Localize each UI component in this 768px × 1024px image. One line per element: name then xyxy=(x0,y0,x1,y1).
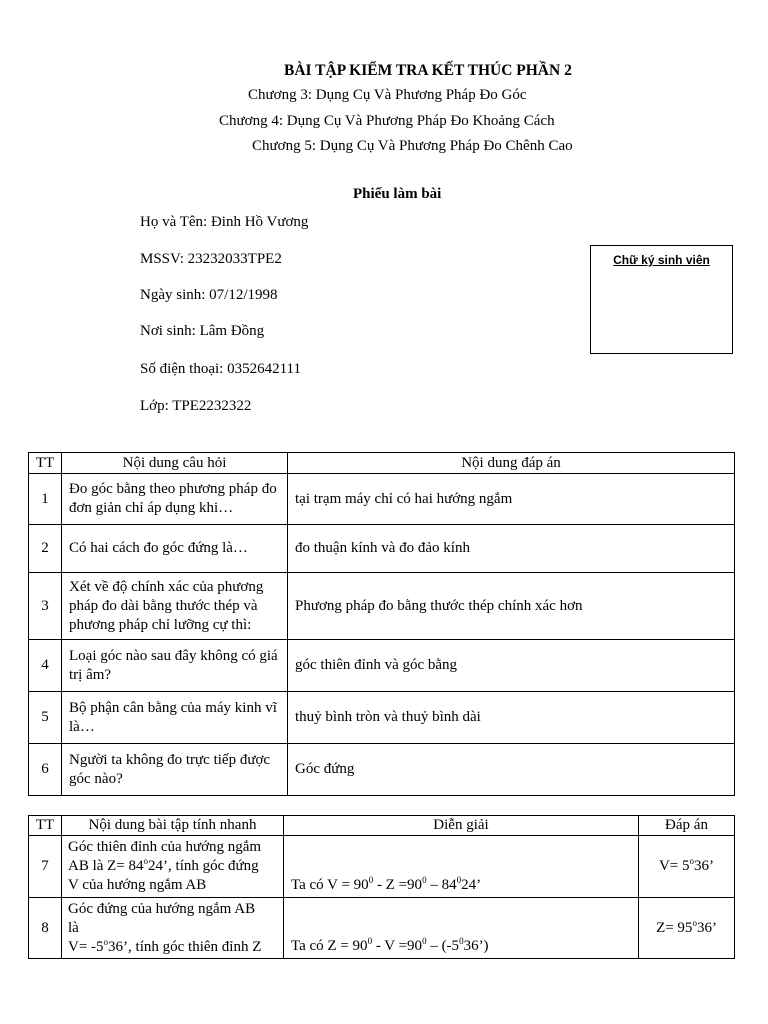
answer-cell: Phương pháp đo bằng thước thép chính xác hơn xyxy=(288,573,735,640)
explanation-text: 24’ xyxy=(461,877,482,893)
result-text: Z= 95 xyxy=(656,919,693,936)
degree-mark: o xyxy=(143,856,149,866)
question-cell: Loại góc nào sau đây không có giá trị âm? xyxy=(62,640,288,692)
answer-cell: góc thiên đỉnh và góc bằng xyxy=(288,640,735,692)
result-text: 36’ xyxy=(694,858,715,874)
row-number: 1 xyxy=(29,474,62,525)
table-header-row xyxy=(29,453,735,474)
answer-cell: thuỷ bình tròn và thuỷ bình dài xyxy=(288,692,735,744)
header-question: Nội dung câu hỏi xyxy=(62,453,288,474)
row-number: 8 xyxy=(29,898,62,959)
student-dob: Ngày sinh: 07/12/1998 xyxy=(140,287,278,303)
calculation-table xyxy=(28,815,735,959)
row-number: 7 xyxy=(29,836,62,898)
exercise-line: Góc đứng của hướng ngắm AB xyxy=(68,900,256,917)
answer-cell: Góc đứng xyxy=(288,744,735,796)
student-id: MSSV: 23232033TPE2 xyxy=(140,251,282,267)
exercise-text: 24’, tính góc đứng xyxy=(148,858,259,874)
table-row xyxy=(29,573,735,640)
header-explanation: Diễn giải xyxy=(284,816,639,836)
chapter-4-line: Chương 4: Dụng Cụ Và Phương Pháp Đo Khoảng Cách xyxy=(219,113,555,129)
explanation-text: - V =90 xyxy=(372,938,423,954)
header-result: Đáp án xyxy=(639,816,735,836)
explanation-cell xyxy=(284,836,639,898)
exercise-cell xyxy=(62,898,284,959)
degree-mark: 0 xyxy=(367,936,373,946)
exercise-text: AB là Z= 84 xyxy=(68,858,144,874)
row-number: 6 xyxy=(29,744,62,796)
table-row xyxy=(29,474,735,525)
answer-cell: tại trạm máy chỉ có hai hướng ngắm xyxy=(288,474,735,525)
question-cell: Xét về độ chính xác của phương pháp đo dài bằng thước thép và phương pháp chỉ lưỡng cự thì: xyxy=(62,573,288,640)
result-cell xyxy=(639,836,735,898)
question-cell: Đo góc bằng theo phương pháp đo đơn giản chỉ áp dụng khi… xyxy=(62,474,288,525)
row-number: 3 xyxy=(29,573,62,640)
degree-mark: 0 xyxy=(422,936,427,946)
result-text: 36’ xyxy=(696,919,717,936)
questions-table xyxy=(28,452,735,796)
degree-mark: 0 xyxy=(459,936,464,946)
signature-label: Chữ ký sinh viên xyxy=(613,253,710,267)
table-row xyxy=(29,640,735,692)
header-answer: Nội dung đáp án xyxy=(288,453,735,474)
header-exercise: Nội dung bài tập tính nhanh xyxy=(62,816,284,836)
table-row xyxy=(29,525,735,573)
student-birthplace: Nơi sinh: Lâm Đồng xyxy=(140,323,265,339)
explanation-text: – 84 xyxy=(426,877,457,893)
question-cell: Có hai cách đo góc đứng là… xyxy=(62,525,288,573)
explanation-text: – (-5 xyxy=(426,938,460,954)
table-row xyxy=(29,692,735,744)
student-name: Họ và Tên: Đinh Hồ Vương xyxy=(140,214,309,230)
degree-mark: o xyxy=(692,917,697,928)
header-tt: TT xyxy=(29,453,62,474)
degree-mark: 0 xyxy=(368,875,374,885)
table-header-row xyxy=(29,816,735,836)
question-cell: Người ta không đo trực tiếp được góc nào? xyxy=(62,744,288,796)
answer-cell: đo thuận kính và đo đảo kính xyxy=(288,525,735,573)
row-number: 2 xyxy=(29,525,62,573)
exercise-line: V của hướng ngắm AB xyxy=(68,877,207,893)
explanation-text: Ta có V = 90 xyxy=(291,877,369,893)
table-row xyxy=(29,836,735,898)
chapter-3-line: Chương 3: Dụng Cụ Và Phương Pháp Đo Góc xyxy=(248,87,527,103)
degree-mark: 0 xyxy=(456,875,462,885)
table-row xyxy=(29,898,735,959)
result-cell xyxy=(639,898,735,959)
degree-mark: 0 xyxy=(422,875,427,885)
result-text: V= 5 xyxy=(658,858,690,874)
question-cell: Bộ phận cân bằng của máy kinh vĩ là… xyxy=(62,692,288,744)
exercise-cell xyxy=(62,836,284,898)
exercise-line xyxy=(68,857,277,876)
student-phone: Số điện thoại: 0352642111 xyxy=(140,361,301,377)
explanation-cell xyxy=(284,898,639,959)
exercise-text: 36’, tính góc thiên đỉnh Z xyxy=(108,938,262,955)
explanation-text: 36’) xyxy=(463,938,489,954)
student-class: Lớp: TPE2232322 xyxy=(140,398,252,414)
worksheet-heading: Phiếu làm bài xyxy=(353,186,442,202)
exercise-line: Góc thiên đỉnh của hướng ngắm xyxy=(68,839,262,855)
exercise-text: V= -5 xyxy=(68,938,104,955)
chapter-5-line: Chương 5: Dụng Cụ Và Phương Pháp Đo Chênh Cao xyxy=(252,138,573,154)
explanation-text: Ta có Z = 90 xyxy=(291,938,368,954)
explanation-text: - Z =90 xyxy=(373,877,423,893)
row-number: 4 xyxy=(29,640,62,692)
signature-box xyxy=(590,245,733,354)
exercise-line xyxy=(68,938,277,957)
degree-mark: o xyxy=(103,936,109,947)
degree-mark: o xyxy=(689,856,695,866)
row-number: 5 xyxy=(29,692,62,744)
header-tt: TT xyxy=(29,816,62,836)
document-title: BÀI TẬP KIỂM TRA KẾT THÚC PHẦN 2 xyxy=(284,62,572,79)
table-row xyxy=(29,744,735,796)
exercise-line: là xyxy=(68,919,79,936)
